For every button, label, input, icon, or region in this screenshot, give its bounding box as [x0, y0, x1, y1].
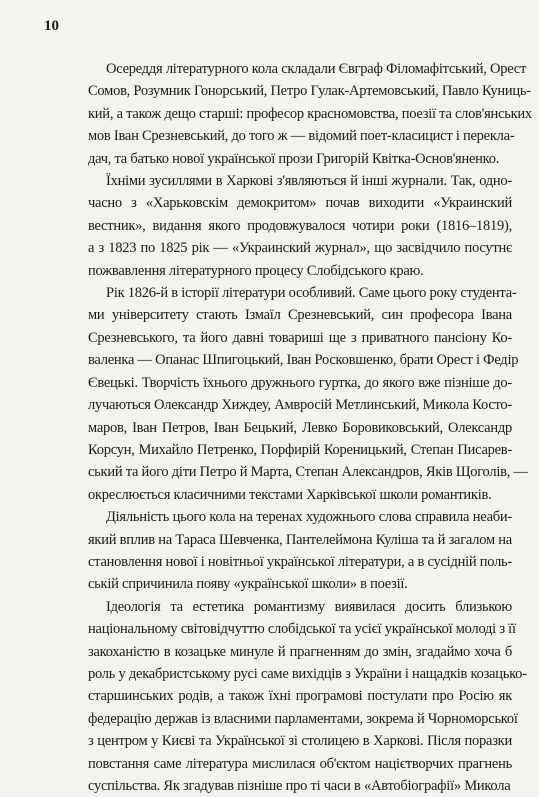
text-line: Срезневського, та його давні товариші ще з приватного пансіону Ко-: [88, 329, 512, 346]
text-line: ми університету стають Ізмаїл Срезневський, син професора Івана: [88, 307, 512, 324]
text-line: роль у декабристському русі саме вихідців з України і нащадків козацько-: [88, 665, 527, 682]
paragraph: [88, 170, 512, 282]
text-line: Корсун, Михайло Петренко, Порфирій Кореницький, Степан Писарев-: [88, 441, 512, 458]
text-line: закоханістю в козацьке минуле й прагненням до змін, згадаймо хоча б: [88, 643, 512, 660]
text-line: ський та його діти Петро й Марта, Степан Александров, Яків Щоголів, —: [88, 464, 528, 481]
paragraph: [88, 58, 532, 170]
paragraph: [88, 282, 528, 506]
text-line: Діяльність цього кола на теренах художнього слова справила неаби-: [106, 509, 512, 526]
text-line: дач, та батько нової української прози Григорій Квітка-Основ'яненко.: [88, 150, 500, 167]
text-line: мов Іван Срезневський, до того ж — відомий поет-класицист і перекла-: [88, 128, 515, 145]
text-line: лучаються Олександр Хиждеу, Амвросій Метлинський, Микола Косто-: [88, 397, 512, 414]
text-line: суспільства. Як згадував пізніше про ті часи в «Автобіографії» Микола: [88, 778, 511, 794]
text-line: Їхніми зусиллями в Харкові з'являються й інші журнали. Так, одно-: [106, 173, 512, 190]
text-line: який вплив на Тараса Шевченка, Пантелеймона Куліша та й загалом на: [88, 531, 512, 548]
paragraph: [88, 596, 527, 797]
paragraph: [88, 506, 512, 596]
text-line: Євецькі. Творчість їхнього дружнього гуртка, до якого вже пізніше до-: [88, 374, 512, 391]
text-line: кий, а також дещо старші: професор красномовства, поезії та слов'янських: [88, 105, 532, 122]
text-line: ській спричинила появу «української школи» в поезії.: [88, 576, 408, 593]
text-line: пожвавлення літературного процесу Слобідського краю.: [88, 262, 424, 279]
text-line: маров, Іван Петров, Іван Бецький, Левко Боровиковський, Олександр: [88, 419, 512, 436]
text-line: окреслюється класичними текстами Харківської школи романтиків.: [88, 486, 492, 503]
text-line: часно з «Харьковскім демокритом» почав виходити «Украинский: [88, 195, 512, 212]
page-number: 10: [44, 18, 59, 34]
text-line: Рік 1826-й в історії літератури особливий. Саме цього року студента-: [106, 285, 517, 302]
text-line: старшинських родів, а також їхні програмові постулати про Росію як: [88, 688, 512, 705]
text-line: валенка — Опанас Шпигоцький, Іван Росковшенко, брати Орест і Федір: [88, 352, 519, 369]
text-line: Сомов, Розумник Гонорський, Петро Гулак-Артемовський, Павло Куниць-: [88, 83, 531, 100]
text-line: вестник», видання якого продовжувалося чотири роки (1816–1819),: [88, 217, 512, 234]
text-line: а з 1823 по 1825 рік — «Украинский журнал», що засвідчило посутнє: [88, 240, 512, 257]
text-line: Ідеологія та естетика романтизму виявилася досить близькою: [106, 598, 512, 615]
text-line: національному світовідчуттю слобідської та усієї української молоді з її: [88, 621, 516, 638]
text-line: з центром у Києві та Української зі столицею в Харкові. Після поразки: [88, 733, 512, 750]
text-line: Осереддя літературного кола складали Євграф Філомафітський, Орест: [106, 61, 527, 77]
text-line: становлення нової і новітньої української літератури, а в сусідній поль-: [88, 553, 512, 570]
text-line: повстання саме література мислилася об'єктом націєтворчих прагнень: [88, 755, 512, 772]
text-line: федерацію держав із власними парламентами, зокрема й Чорноморської: [88, 710, 518, 727]
body-text: [88, 58, 532, 797]
